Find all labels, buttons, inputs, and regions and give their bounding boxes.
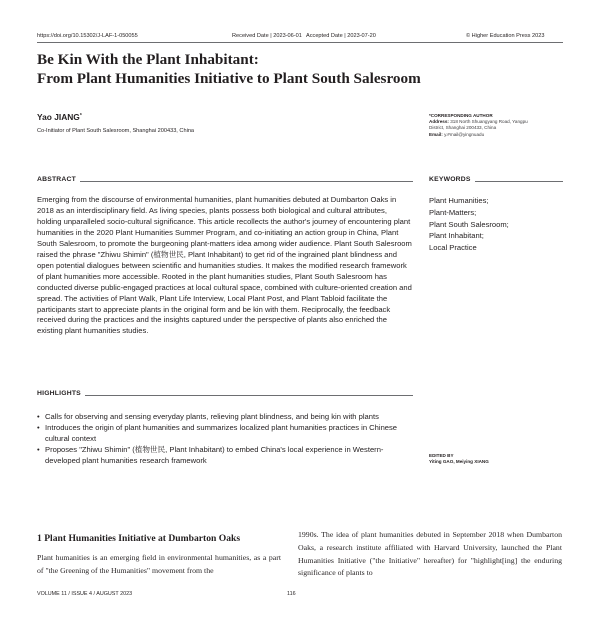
section-body-col2: 1990s. The idea of plant humanities debuted in September 2018 when Dumbarton Oaks, a research institute affiliated with Harvard University, launched the Plant Humanities Initiative ("the Initiative" hereafter) for "highlight[ing] the enduring significance of plants to: [298, 530, 562, 578]
highlight-text: Proposes "Zhiwu Shimin" (植物世民, Plant Inhabitant) to embed China's local experience in Western-developed plant humanities research framework: [45, 445, 384, 465]
highlights-rule: [37, 395, 413, 396]
abstract-rule: [37, 181, 413, 182]
volume-info: VOLUME 11 / ISSUE 4 / AUGUST 2023: [37, 591, 133, 597]
corresponding-author-box: [429, 113, 569, 138]
edited-heading: EDITED BY: [429, 453, 454, 458]
email-link[interactable]: y.#mail@yingnuadu: [444, 131, 485, 137]
section-heading: 1 Plant Humanities Initiative at Dumbarton Oaks: [37, 533, 241, 544]
bullet-icon: •: [37, 445, 40, 454]
keyword-item: Local Practice: [429, 243, 477, 253]
author-name: [37, 112, 82, 122]
accepted-date: Accepted Date | 2023-07-20: [306, 33, 376, 39]
received-date: Received Date | 2023-06-01: [232, 33, 302, 39]
article-title: [37, 50, 557, 88]
corresponding-heading: *CORRESPONDING AUTHOR: [429, 113, 493, 118]
keyword-item: Plant-Matters;: [429, 207, 477, 217]
keywords-list: [429, 195, 509, 254]
highlight-item: [37, 444, 417, 466]
bullet-icon: •: [37, 423, 40, 432]
highlights-heading: HIGHLIGHTS: [37, 390, 85, 397]
editor-names: Yiting GAO, Meiying XIANG: [429, 459, 489, 464]
header-divider: [37, 42, 563, 43]
section-body-col1: Plant humanities is an emerging field in environmental humanities, as a part of "the Greening of the Humanities" movement from the: [37, 553, 281, 575]
page-number: 116: [287, 591, 296, 597]
author-affiliation: Co-Initiator of Plant South Salesroom, Shanghai 200433, China: [37, 128, 195, 134]
address-line-2: District, Shanghai 200433, China: [429, 125, 497, 131]
keyword-item: Plant South Salesroom;: [429, 219, 509, 229]
address-label: Address:: [429, 119, 449, 125]
highlight-item: [37, 422, 417, 444]
keywords-heading: KEYWORDS: [429, 176, 475, 183]
highlight-item: [37, 411, 417, 422]
email-label: Email:: [429, 131, 443, 137]
keyword-item: Plant Humanities;: [429, 196, 489, 205]
highlight-text: Calls for observing and sensing everyday plants, relieving plant blindness, and being kin with plants: [45, 412, 379, 421]
abstract-text: Emerging from the discourse of environmental humanities, plant humanities debuted at Dumbarton Oaks in 2018 as an interdisciplinary field. As living species, plants possess both biological and cultural attributes, holding unparalleled socio-cultural significance. This article recollects the author's journey of encountering plant humanities in the 2020 Plant Humanities Summer Program, and co-initiating an action group in China, Plant South Salesroom, to promote the burgeoning plant-matters idea among wider audience. Plant South Salesroom raised the phrase "Zhiwu Shimin" (植物世民, Plant Inhabitant) to get rid of the ingrained plant blindness and open potential dialogues between scientific and humanities studies. It makes the modified research framework of plant humanities more accessible. Rooted in the plant humanities studies, Plant South Salesroom has conducted diverse public-engaged practices at local cultural space, combined with culture-oriented creation and spread. The activities of Plant Walk, Plant Life Interview, Local Plant Post, and Plant Tabloid facilitate the participants start to appreciate plants in the original form and be kin with them. Reciprocally, the feedback received during the practices and the insights captured under the perspective of plants also enriched the existing plant humanities studies.: [37, 195, 412, 336]
edited-by: [429, 453, 489, 465]
copyright-notice: © Higher Education Press 2023: [466, 33, 545, 39]
title-line-1: Be Kin With the Plant Inhabitant:: [37, 51, 259, 68]
address-line-1: 318 North Shuangyang Road, Yangpu: [450, 119, 528, 125]
highlights-list: [37, 411, 417, 466]
highlight-text: Introduces the origin of plant humanities and summarizes localized plant humanities practices in Chinese cultural context: [45, 423, 398, 443]
keyword-item: Plant Inhabitant;: [429, 231, 484, 241]
corresponding-mark: *: [79, 113, 82, 119]
title-line-2: From Plant Humanities Initiative to Plant South Salesroom: [37, 70, 421, 87]
abstract-heading: ABSTRACT: [37, 176, 80, 183]
doi-link[interactable]: https://doi.org/10.15302/J-LAF-1-050055: [37, 33, 138, 39]
bullet-icon: •: [37, 412, 40, 421]
author-name-text: Yao JIANG: [37, 112, 80, 122]
